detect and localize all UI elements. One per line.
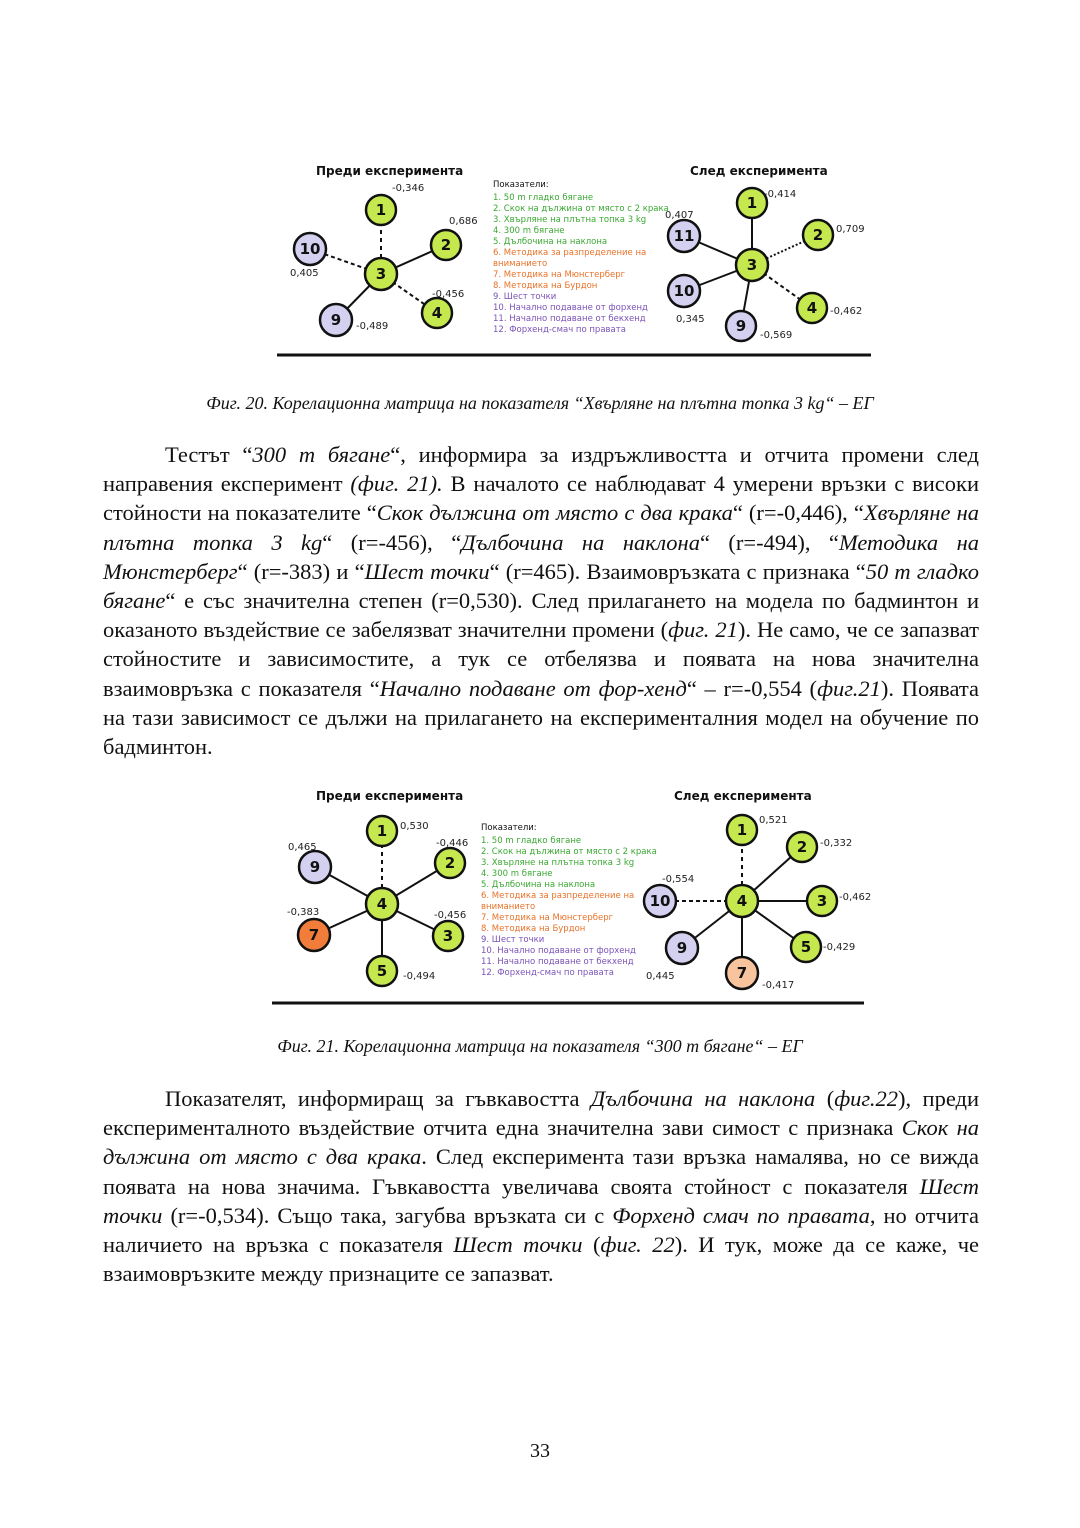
text-run: ), преди експерименталното въздействие отчита една значителна зави симост с признака [103,1086,979,1141]
node-label: 5 [376,962,388,980]
text-run: “ (r=-456), “ [322,529,462,555]
node-label: 2 [440,236,452,254]
node-label: 4 [806,299,818,317]
italic-run: Шест точки [453,1232,583,1258]
fig21-after-title: След експеримента [674,789,812,803]
italic-run: Форхенд смач по правата [612,1202,870,1228]
value-label: -0,414 [764,189,797,200]
value-label: 0,465 [288,842,317,853]
fig21-legend [481,823,657,978]
italic-run: 300 m бягане [252,442,391,467]
value-label: -0,456 [434,910,467,921]
legend-item: 3. Хвърляне на плътна топка 3 kg [493,215,647,225]
italic-run: Начално подаване от фор-хенд [379,675,687,701]
node-label: 2 [796,838,808,856]
italic-run: 50 m гладко бягане [103,558,979,614]
fig20-legend [493,180,669,335]
legend-item: 2. Скок на дължина от място с 2 крака [481,847,657,857]
node-label: 1 [376,822,388,840]
legend-item: 12. Форхенд-смач по правата [481,968,614,978]
figure-21-diagram [0,775,1080,1010]
figure-21 [0,775,1080,1010]
value-label: -0,332 [820,838,853,849]
text-run: “, информира за издръжливостта и отчита промени след направения експеримент [103,442,979,497]
italic-run: Дълбочина на наклона [461,529,700,555]
legend-item: 6. Методика за разпределение на [493,248,647,258]
italic-run: фиг. 21 [668,617,738,643]
value-label: -0,569 [760,330,793,341]
legend-item: 9. Шест точки [481,935,545,945]
node-label: 4 [376,895,388,913]
legend-title: Показатели: [493,180,549,190]
fig21-before-title: Преди експеримента [316,789,464,803]
italic-run: Хвърляне на плътна топка 3 kg [103,500,980,555]
text-run: ). Появата на тази зависимост се дължи на прилагането на експерименталния модел на обучение по бадминтон. [103,675,979,760]
legend-item: 11. Начално подаване от бекхенд [493,314,646,324]
text-run: Тестът “ [165,442,253,467]
page-number: 33 [530,1440,550,1462]
node-label: 9 [330,311,342,329]
legend-item: 2. Скок на дължина от място с 2 крака [493,204,669,214]
legend-item: 9. Шест точки [493,292,557,302]
node-label: 2 [812,226,824,244]
legend-item: 8. Методика на Бурдон [481,924,586,934]
italic-run: фиг. 22 [600,1232,675,1258]
node-label: 1 [375,201,387,219]
legend-item: 11. Начално подаване от бекхенд [481,957,634,967]
node-label: 1 [746,194,758,212]
legend-item: 1. 50 m гладко бягане [493,193,594,203]
node-label: 2 [444,854,456,872]
legend-item: 6. Методика за разпределение на [481,891,635,901]
node-label: 10 [299,240,321,258]
node-label: 7 [736,964,748,982]
value-label: -0,429 [823,942,856,953]
italic-run: (фиг. 21). [350,471,443,497]
value-label: -0,554 [662,874,695,885]
fig20-before-title: Преди експеримента [316,164,464,178]
value-label: -0,489 [356,321,389,332]
legend-item: 4. 300 m бягане [481,869,553,879]
figure-20-diagram [0,150,1080,370]
legend-item: 5. Дълбочина на наклона [481,880,596,890]
value-label: 0,345 [676,314,705,325]
text-run: Показателят, информиращ за гъвкавостта [165,1086,591,1111]
node-label: 9 [309,858,321,876]
italic-run: Скок на дължина от място с два крака [103,1115,979,1170]
value-label: 0,709 [836,224,865,235]
value-label: 0,686 [449,216,478,227]
node-label: 4 [736,892,748,910]
node-label: 5 [800,938,812,956]
value-label: 0,530 [400,821,429,832]
node-label: 7 [308,926,320,944]
legend-item: вниманието [481,902,536,912]
text-run: ). И тук, може да се каже, че взаимовръзките между признаците се запазват. [103,1232,979,1287]
text-run: “ (r=465). Взаимовръзката с признака “ [489,558,866,584]
legend-item: 12. Форхенд-смач по правата [493,325,626,335]
node-label: 10 [673,282,695,300]
node-label: 1 [736,821,748,839]
node-label: 3 [746,256,758,274]
node-label: 3 [442,927,454,945]
value-label: -0,417 [762,980,795,991]
node-label: 10 [649,892,671,910]
value-label: 0,405 [290,268,319,279]
text-run: ). Не само, че се запазват стойностите и зависимостите, а тук се отбелязва и появата на нова значителна взаимовръзка с показателя “ [103,617,979,701]
italic-run: Шест точки [364,558,490,584]
text-run: “ – r=-0,554 ( [686,675,818,701]
italic-run: фиг.22 [834,1086,899,1111]
legend-item: 3. Хвърляне на плътна топка 3 kg [481,858,635,868]
figure-20-caption: Фиг. 20. Корелационна матрица на показателя “Хвърляне на плътна топка 3 kg“ – ЕГ [206,393,874,413]
fig20-after-title: След експеримента [690,164,828,178]
value-label: 0,445 [646,971,675,982]
value-label: -0,383 [287,907,320,918]
italic-run: Шест точки [103,1173,979,1228]
text-run: ( [582,1232,601,1258]
value-label: -0,456 [432,289,465,300]
text-run: ( [815,1086,835,1111]
text-run: В началото се наблюдават 4 умерени връзки с високи стойности на показателите “ [103,471,979,526]
legend-item: 1. 50 m гладко бягане [481,836,582,846]
paragraph-1 [103,440,979,761]
text-run: (r=-0,534). Също така, загубва връзката си с [162,1202,613,1228]
figure-20 [0,150,1080,370]
legend-item: 10. Начално подаване от форхенд [493,303,648,313]
text-run: “ (r=-0,446), “ [732,500,864,526]
text-run: . След експеримента тази връзка намалява, но се вижда появата на нова значима. Гъвкавостта увеличава своята стойност с показателя [103,1144,979,1199]
legend-item: вниманието [493,259,548,269]
legend-item: 4. 300 m бягане [493,226,565,236]
node-label: 3 [375,265,387,283]
legend-item: 7. Методика на Мюнстерберг [481,913,614,923]
legend-item: 5. Дълбочина на наклона [493,237,608,247]
value-label: 0,407 [665,210,694,221]
value-label: -0,494 [403,971,436,982]
figure-21-caption: Фиг. 21. Корелационна матрица на показателя “300 m бягане“ – ЕГ [277,1036,803,1056]
value-label: -0,462 [830,306,863,317]
legend-item: 7. Методика на Мюнстерберг [493,270,626,280]
text-run: “ (r=-494), “ [699,529,839,555]
legend-item: 10. Начално подаване от форхенд [481,946,636,956]
value-label: 0,521 [759,815,788,826]
text-run: “ (r=-383) и “ [237,558,365,584]
node-label: 3 [816,892,828,910]
value-label: -0,462 [839,892,872,903]
value-label: -0,346 [392,183,425,194]
text-run: , но отчита наличието на връзка с показателя [103,1202,979,1258]
node-label: 11 [673,227,695,245]
value-label: -0,446 [436,838,469,849]
node-label: 9 [676,939,688,957]
node-label: 9 [735,317,747,335]
text-run: “ е със значителна степен (r=0,530). След прилагането на модела по бадминтон и оказаното въздействие се забелязват значителни промени ( [103,588,979,643]
italic-run: Скок дължина от място с два крака [376,500,733,526]
italic-run: Дълбочина на наклона [590,1086,816,1111]
italic-run: фиг.21 [817,675,881,701]
legend-item: 8. Методика на Бурдон [493,281,598,291]
node-label: 4 [431,304,443,322]
paragraph-2 [103,1084,979,1288]
legend-title: Показатели: [481,823,537,833]
italic-run: Методика на Мюнстерберг [103,529,979,584]
